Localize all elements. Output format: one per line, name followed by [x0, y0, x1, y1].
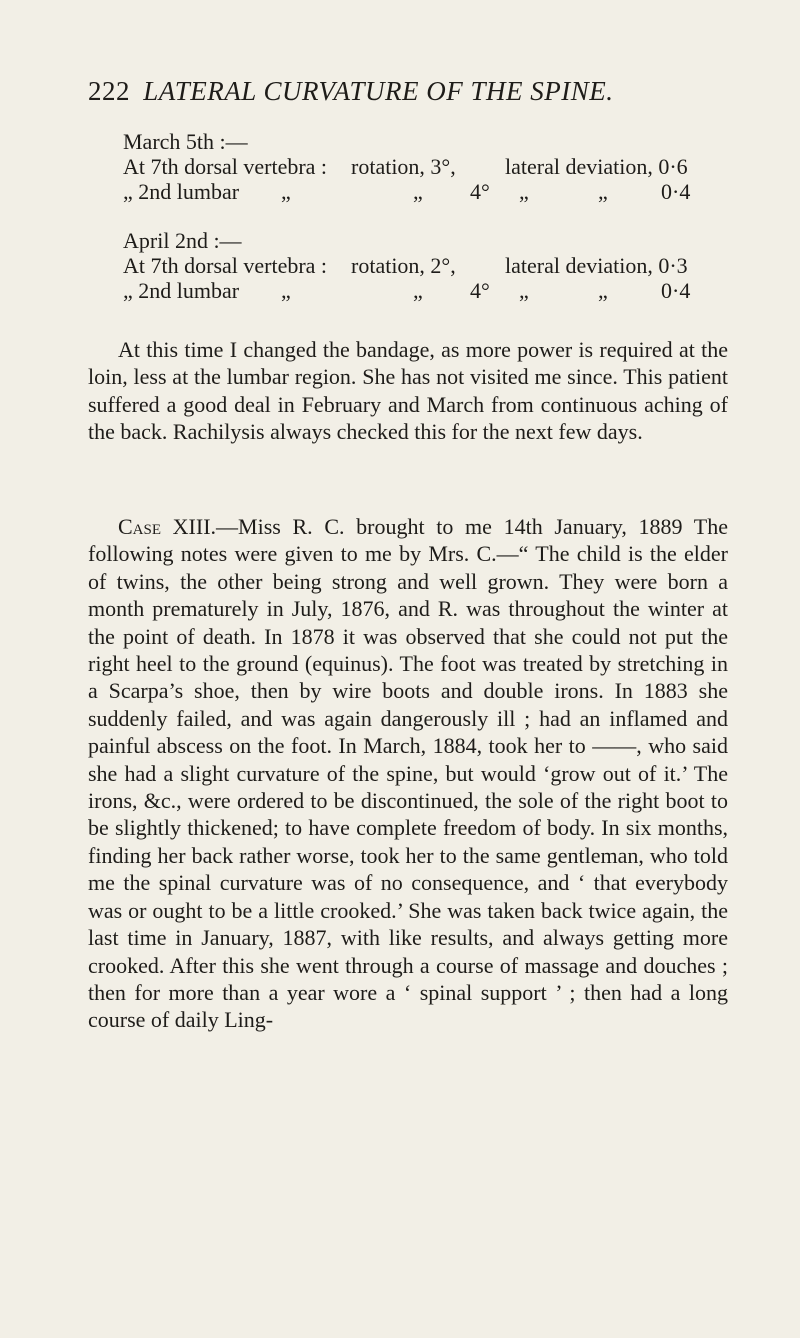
- case-heading: Case XIII.: [118, 514, 217, 539]
- paragraph-bandage: At this time I changed the bandage, as more power is required at the loin, less at the lumbar region. She has not visited me since. This patient suffered a good deal in February and March from continuous aching of the back. Rachilysis always checked this for the next few days.: [88, 337, 728, 445]
- running-header: [88, 76, 728, 107]
- page-number: 222: [88, 76, 130, 106]
- measurement-date: April 2nd :—: [123, 228, 242, 253]
- paragraph-case-xiii: [88, 513, 728, 1034]
- measurement-block-march: [123, 129, 763, 204]
- measurement-date: March 5th :—: [123, 129, 248, 154]
- measurement-row: „ 2nd lumbar „ „ 4° „ „ 0·4: [123, 278, 691, 303]
- measurement-block-april: [123, 228, 763, 303]
- measurement-row: At 7th dorsal vertebra : rotation, 3°, lateral deviation, 0·6: [123, 154, 688, 179]
- case-text: —Miss R. C. brought to me 14th January, 1889 The following notes were given to me by Mrs. C.—“ The child is the elder of twins, the other being strong and well grown. They were born a month prematurely in July, 1876, and R. was throughout the winter at the point of death. In 1878 it was observed that she could not put the right heel to the ground (equinus). The foot was treated by stretching in a Scarpa’s shoe, then by wire boots and double irons. In 1883 she suddenly failed, and was again dangerously ill ; had an inflamed and painful abscess on the foot. In March, 1884, took her to ——, who said she had a slight curvature of the spine, but would ‘grow out of it.’ The irons, &c., were ordered to be discontinued, the sole of the right boot to be slightly thickened; to have complete freedom of body. In six months, finding her back rather worse, took her to the same gentleman, who told me the spinal curvature was of no consequence, and ‘ that everybody was or ought to be a little crooked.’ She was taken back twice again, the last time in January, 1887, with like results, and always getting more crooked. After this she went through a course of massage and douches ; then for more than a year wore a ‘ spinal support ’ ; then had a long course of daily Ling-: [88, 514, 728, 1033]
- running-title: LATERAL CURVATURE OF THE SPINE.: [143, 76, 614, 106]
- measurement-row: At 7th dorsal vertebra : rotation, 2°, lateral deviation, 0·3: [123, 253, 688, 278]
- measurement-row: „ 2nd lumbar „ „ 4° „ „ 0·4: [123, 179, 691, 204]
